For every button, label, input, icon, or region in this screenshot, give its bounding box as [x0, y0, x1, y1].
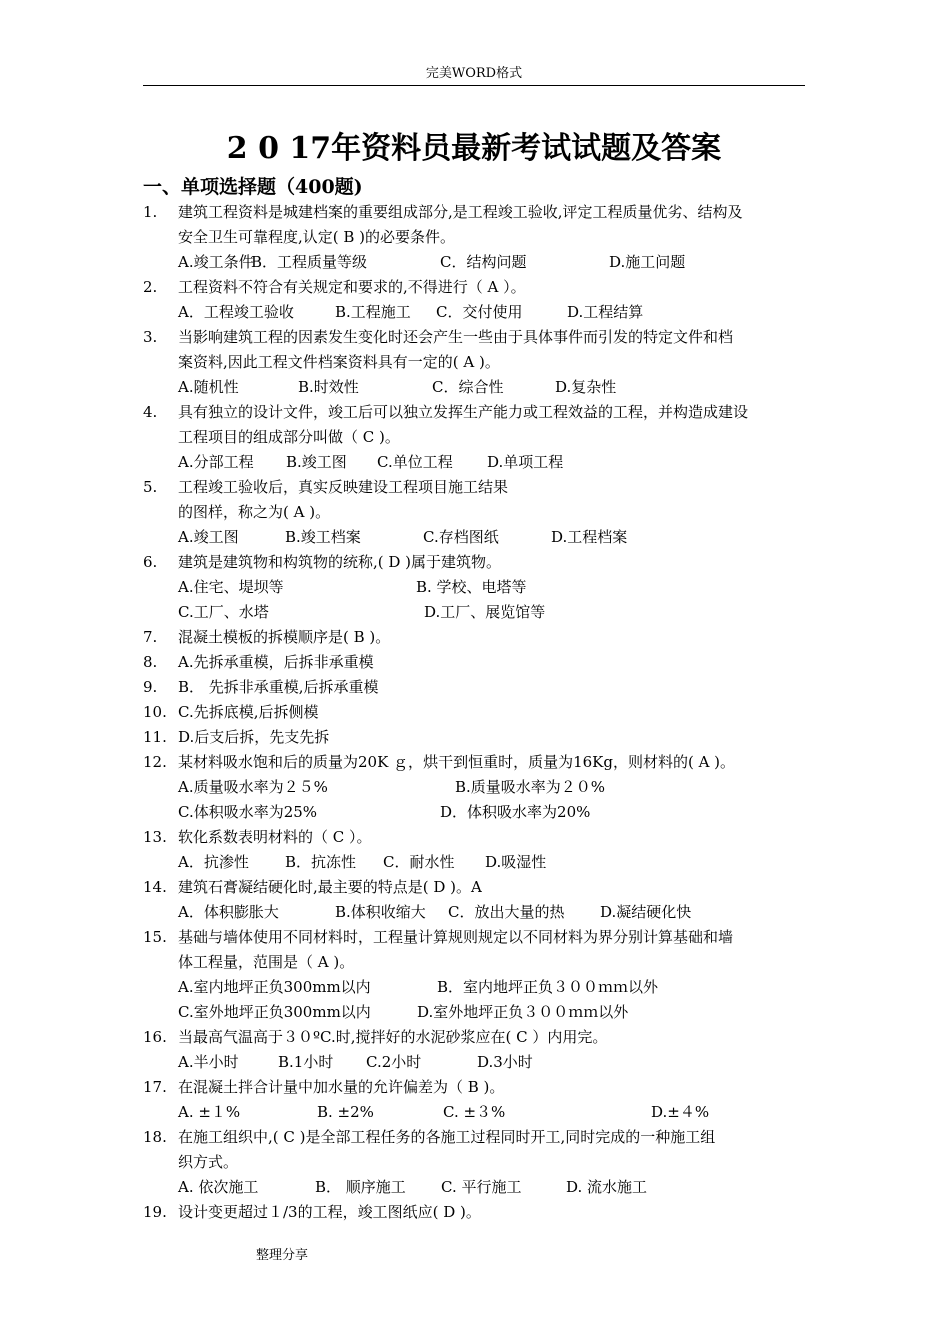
answer-option: B.体积收缩大 [335, 903, 426, 921]
answer-option: B． 顺序施工 [315, 1178, 406, 1196]
answer-option: D.凝结硬化快 [600, 903, 692, 921]
question-item [143, 700, 813, 725]
question-text: C.先拆底模,后拆侧模 [178, 703, 319, 721]
option-row [178, 850, 813, 875]
answer-option: C．交付使用 [436, 303, 523, 321]
question-item [143, 275, 813, 300]
question-list [143, 200, 813, 1225]
question-item [143, 1200, 813, 1225]
option-row [178, 525, 813, 550]
question-item [143, 750, 813, 775]
question-number: 17. [143, 1078, 167, 1096]
answer-option: B.时效性 [298, 378, 359, 396]
option-row [178, 775, 813, 800]
answer-option: A.随机性 [178, 378, 239, 396]
answer-option: D.工程档案 [551, 528, 628, 546]
answer-option: A. 依次施工 [178, 1178, 259, 1196]
section-title: 一、单项选择题（400题) [143, 176, 363, 198]
answer-option: D.3小时 [477, 1053, 533, 1071]
question-text: 工程资料不符合有关规定和要求的,不得进行（ A ）。 [178, 278, 526, 296]
question-text: A.先拆承重模，后拆非承重模 [178, 653, 374, 671]
option-row [178, 800, 813, 825]
question-item [143, 325, 813, 375]
question-text: 织方式。 [178, 1153, 239, 1171]
option-row [178, 250, 813, 275]
answer-option: A.室内地坪正负300mm以内 [178, 978, 371, 996]
question-number: 3. [143, 328, 158, 346]
question-item [143, 875, 813, 900]
question-number: 6. [143, 553, 158, 571]
answer-option: B.竣工档案 [285, 528, 361, 546]
question-text: D.后支后拆，先支先拆 [178, 728, 330, 746]
answer-option: A.分部工程 [178, 453, 254, 471]
answer-option: C.存档图纸 [423, 528, 499, 546]
answer-option: B. ±2% [317, 1103, 374, 1121]
answer-option: A．抗渗性 [178, 853, 249, 871]
option-row [178, 1000, 813, 1025]
question-text: 体工程量，范围是（ A )。 [178, 953, 355, 971]
question-number: 12. [143, 753, 167, 771]
answer-option: B.工程施工 [335, 303, 411, 321]
option-row [178, 450, 813, 475]
page-footer: 整理分享 [256, 1248, 309, 1263]
answer-option: C．结构问题 [440, 253, 527, 271]
option-row [178, 575, 813, 600]
answer-option: A．工程竣工验收 [178, 303, 294, 321]
document-title: 2 0 17年资料员最新考试试题及答案 [226, 131, 722, 166]
question-text: 在混凝土拌合计量中加水量的允许偏差为（ B )。 [178, 1078, 505, 1096]
answer-option: C．综合性 [432, 378, 504, 396]
answer-option: C. 平行施工 [441, 1178, 522, 1196]
answer-option: D.吸湿性 [485, 853, 547, 871]
option-row [178, 975, 813, 1000]
question-number: 2. [143, 278, 158, 296]
answer-option: C．放出大量的热 [448, 903, 565, 921]
question-number: 16. [143, 1028, 167, 1046]
question-text: 安全卫生可靠程度,认定( B )的必要条件。 [178, 228, 456, 246]
answer-option: D.复杂性 [555, 378, 617, 396]
question-number: 9. [143, 678, 158, 696]
question-text: 基础与墙体使用不同材料时，工程量计算规则规定以不同材料为界分别计算基础和墙 [178, 928, 734, 946]
answer-option: A. ±１% [178, 1103, 241, 1121]
question-number: 13. [143, 828, 167, 846]
question-text: 当最高气温高于３０ºC.时,搅拌好的水泥砂浆应在( C ）内用完。 [178, 1028, 608, 1046]
answer-option: A.竣工图 [178, 528, 239, 546]
option-row [178, 900, 813, 925]
question-item [143, 1025, 813, 1050]
answer-option: A.质量吸水率为２５% [178, 778, 328, 796]
question-number: 5. [143, 478, 158, 496]
question-text: 工程竣工验收后，真实反映建设工程项目施工结果 [178, 478, 509, 496]
option-row [178, 1100, 813, 1125]
answer-option: C.体积吸水率为25% [178, 803, 318, 821]
question-item [143, 825, 813, 850]
answer-option: B.质量吸水率为２０% [455, 778, 606, 796]
question-text: 当影响建筑工程的因素发生变化时还会产生一些由于具体事件而引发的特定文件和档 [178, 328, 734, 346]
question-item [143, 675, 813, 700]
question-text: B． 先拆非承重模,后拆承重模 [178, 678, 379, 696]
question-text: 具有独立的设计文件，竣工后可以独立发挥生产能力或工程效益的工程，并构造成建设 [178, 403, 749, 421]
answer-option: B．室内地坪正负３００ｍｍ以外 [437, 978, 659, 996]
question-number: 15. [143, 928, 167, 946]
question-item [143, 550, 813, 575]
answer-option: A.半小时 [178, 1053, 239, 1071]
question-text: 的图样，称之为( A )。 [178, 503, 331, 521]
answer-option: B．工程质量等级 [251, 253, 368, 271]
question-text: 在施工组织中,( C )是全部工程任务的各施工过程同时开工,同时完成的一种施工组 [178, 1128, 716, 1146]
question-number: 14. [143, 878, 167, 896]
answer-option: C. ±３% [443, 1103, 506, 1121]
answer-option: C.室外地坪正负300mm以内 [178, 1003, 371, 1021]
answer-option: B.1小时 [278, 1053, 334, 1071]
question-item [143, 1075, 813, 1100]
answer-option: A．体积膨胀大 [178, 903, 279, 921]
answer-option: D. 流水施工 [566, 1178, 648, 1196]
question-item [143, 200, 813, 250]
question-text: 建筑石膏凝结硬化时,最主要的特点是( D )。A [178, 878, 482, 896]
question-number: 1. [143, 203, 158, 221]
question-text: 某材料吸水饱和后的质量为20K ｇ，烘干到恒重时，质量为16Kg，则材料的( A )。 [178, 753, 736, 771]
question-text: 混凝土模板的拆模顺序是( B )。 [178, 628, 391, 646]
answer-option: A.住宅、堤坝等 [178, 578, 284, 596]
answer-option: C.2小时 [366, 1053, 422, 1071]
question-item [143, 400, 813, 450]
answer-option: D.工程结算 [567, 303, 644, 321]
answer-option: C.单位工程 [377, 453, 453, 471]
answer-option: A.竣工条件 [178, 253, 254, 271]
question-item [143, 475, 813, 525]
answer-option: D.施工问题 [609, 253, 686, 271]
option-row [178, 1050, 813, 1075]
question-number: 19. [143, 1203, 167, 1221]
question-number: 11. [143, 728, 167, 746]
question-text: 设计变更超过１/3的工程，竣工图纸应( D )。 [178, 1203, 481, 1221]
question-text: 案资料,因此工程文件档案资料具有一定的( A )。 [178, 353, 500, 371]
question-item [143, 625, 813, 650]
option-row [178, 300, 813, 325]
question-text: 建筑工程资料是城建档案的重要组成部分,是工程竣工验收,评定工程质量优劣、结构及 [178, 203, 743, 221]
option-row [178, 1175, 813, 1200]
question-item [143, 925, 813, 975]
header-divider [143, 85, 805, 86]
page-header: 完美WORD格式 [425, 66, 523, 81]
question-text: 建筑是建筑物和构筑物的统称,( D )属于建筑物。 [178, 553, 502, 571]
answer-option: D.单项工程 [487, 453, 564, 471]
question-number: 10. [143, 703, 167, 721]
answer-option: B. 学校、电塔等 [416, 578, 527, 596]
question-number: 8. [143, 653, 158, 671]
answer-option: D.工厂、展览馆等 [424, 603, 546, 621]
answer-option: B．抗冻性 [285, 853, 357, 871]
answer-option: C．耐水性 [383, 853, 455, 871]
question-text: 工程项目的组成部分叫做（ C )。 [178, 428, 400, 446]
answer-option: C.工厂、水塔 [178, 603, 269, 621]
question-number: 4. [143, 403, 158, 421]
option-row [178, 375, 813, 400]
question-item [143, 1125, 813, 1175]
question-number: 7. [143, 628, 158, 646]
answer-option: D.室外地坪正负３００ｍｍ以外 [417, 1003, 629, 1021]
question-item [143, 725, 813, 750]
option-row [178, 600, 813, 625]
answer-option: D.±４% [651, 1103, 710, 1121]
question-number: 18. [143, 1128, 167, 1146]
answer-option: B.竣工图 [286, 453, 347, 471]
answer-option: D．体积吸水率为20% [440, 803, 591, 821]
question-text: 软化系数表明材料的（ C ）。 [178, 828, 372, 846]
question-item [143, 650, 813, 675]
